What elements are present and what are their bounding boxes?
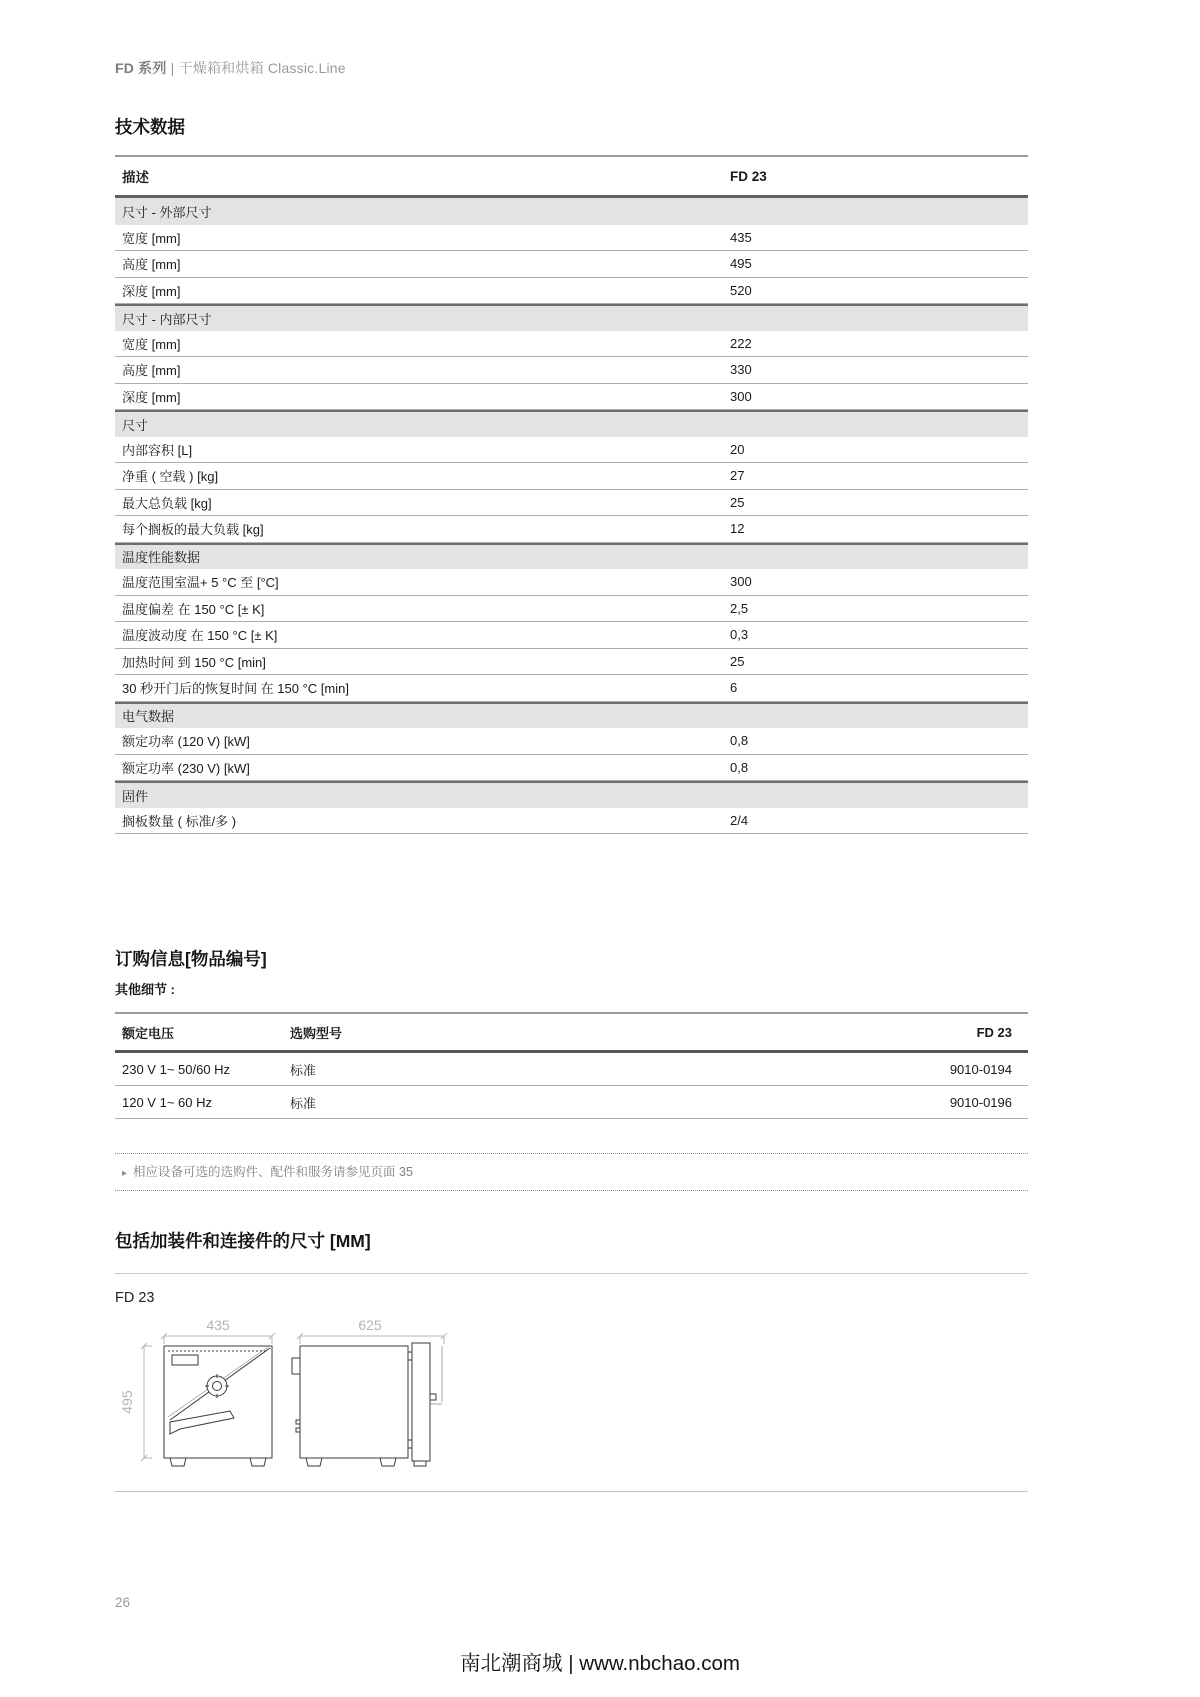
page-number: 26 [115,1595,131,1610]
tech-section-row [115,410,1028,437]
tech-data-row [115,490,1028,517]
row-label: 温度范围室温+ 5 °C 至 [°C] [122,575,279,591]
tech-data-row [115,622,1028,649]
tech-data-row [115,384,1028,411]
ordering-row [115,1086,1028,1119]
tech-data-row [115,649,1028,676]
row-label: 电气数据 [122,709,175,725]
side-view-drawing [292,1317,447,1466]
dimension-drawings [118,1316,458,1474]
row-label: 内部容积 [L] [122,442,193,458]
row-label: 温度偏差 在 150 °C [± K] [122,601,265,617]
row-value: 2/4 [730,812,749,828]
tech-section-row [115,543,1028,570]
row-label: 温度波动度 在 150 °C [± K] [122,628,278,644]
ordering-table [115,1012,1028,1119]
row-label: 额定功率 (120 V) [kW] [122,734,250,750]
row-label: 宽度 [mm] [122,336,181,352]
tech-data-row [115,463,1028,490]
row-value: 435 [730,229,752,245]
row-value: 27 [730,468,745,484]
series-name: FD 系列 [115,60,167,76]
tech-data-row [115,755,1028,782]
ordering-title: 订购信息[物品编号] [115,949,267,969]
tech-data-row [115,516,1028,543]
tech-data-row [115,331,1028,358]
col-model: FD 23 [976,1024,1012,1040]
row-value: 300 [730,388,752,404]
ordering-table-body [115,1053,1028,1119]
series-subtitle: | 干燥箱和烘箱 Classic.Line [166,60,346,76]
site-footer: 南北潮商城 | www.nbchao.com [460,1652,740,1675]
row-label: 加热时间 到 150 °C [min] [122,654,266,670]
row-label: 深度 [mm] [122,389,181,405]
dimensions-model-label: FD 23 [115,1290,155,1306]
front-height-dim-label: 495 [119,1390,135,1414]
tech-data-row [115,808,1028,835]
tech-data-row [115,728,1028,755]
tech-section-row [115,198,1028,225]
row-label: 30 秒开门后的恢复时间 在 150 °C [min] [122,681,349,697]
note-arrow-icon: ▸ [122,1168,128,1179]
col-description: 描述 [122,170,149,185]
row-value: 25 [730,494,745,510]
row-value: 222 [730,335,752,351]
ordering-variant: 标准 [290,1095,317,1111]
row-label: 尺寸 - 外部尺寸 [122,204,212,220]
row-value: 300 [730,574,752,590]
ordering-voltage: 230 V 1~ 50/60 Hz [122,1061,231,1077]
row-label: 净重 ( 空载 ) [kg] [122,469,219,485]
ordering-subtitle: 其他细节 : [115,982,175,997]
col-variant: 选购型号 [290,1025,343,1041]
ordering-voltage: 120 V 1~ 60 Hz [122,1094,212,1110]
col-voltage: 额定电压 [122,1025,175,1041]
doc-header [115,58,346,78]
ordering-part_no: 9010-0194 [949,1061,1012,1077]
row-label: 高度 [mm] [122,363,181,379]
tech-section-row [115,304,1028,331]
row-value: 20 [730,441,745,457]
side-depth-dim-label: 625 [358,1317,382,1333]
tech-data-table [115,155,1028,834]
section-divider [115,1491,1028,1492]
row-value: 6 [730,680,738,696]
row-label: 温度性能数据 [122,550,201,566]
tech-data-row [115,357,1028,384]
ordering-part_no: 9010-0196 [949,1094,1012,1110]
tech-data-row [115,251,1028,278]
row-value: 0,8 [730,733,749,749]
row-value: 520 [730,282,752,298]
row-label: 尺寸 - 内部尺寸 [122,311,212,327]
tech-data-row [115,675,1028,702]
row-label: 尺寸 [122,417,149,433]
tech-data-row [115,437,1028,464]
row-label: 搁板数量 ( 标准/多 ) [122,813,237,829]
row-label: 宽度 [mm] [122,230,181,246]
row-label: 固件 [122,788,149,804]
dimensions-title: 包括加装件和连接件的尺寸 [MM] [115,1228,1028,1274]
tech-data-row [115,278,1028,305]
tech-section-row [115,781,1028,808]
tech-table-header [115,157,1028,198]
tech-table-body [115,198,1028,834]
row-value: 495 [730,256,752,272]
front-view-drawing [119,1317,275,1466]
row-label: 额定功率 (230 V) [kW] [122,760,250,776]
tech-data-row [115,569,1028,596]
ordering-row [115,1053,1028,1086]
accessories-note [115,1153,1028,1191]
tech-data-row [115,596,1028,623]
col-model: FD 23 [730,168,767,184]
tech-section-row [115,702,1028,729]
row-value: 0,8 [730,759,749,775]
tech-data-title: 技术数据 [115,117,185,137]
row-label: 每个搁板的最大负载 [kg] [122,522,264,538]
row-value: 330 [730,362,752,378]
ordering-variant: 标准 [290,1062,317,1078]
row-value: 12 [730,521,745,537]
row-label: 最大总负载 [kg] [122,495,212,511]
note-text: 相应设备可选的选购件、配件和服务请参见页面 35 [133,1165,413,1179]
row-label: 高度 [mm] [122,257,181,273]
row-value: 25 [730,653,745,669]
front-width-dim-label: 435 [206,1317,230,1333]
row-value: 2,5 [730,600,749,616]
tech-data-row [115,225,1028,252]
ordering-table-header [115,1014,1028,1053]
row-value: 0,3 [730,627,749,643]
row-label: 深度 [mm] [122,283,181,299]
